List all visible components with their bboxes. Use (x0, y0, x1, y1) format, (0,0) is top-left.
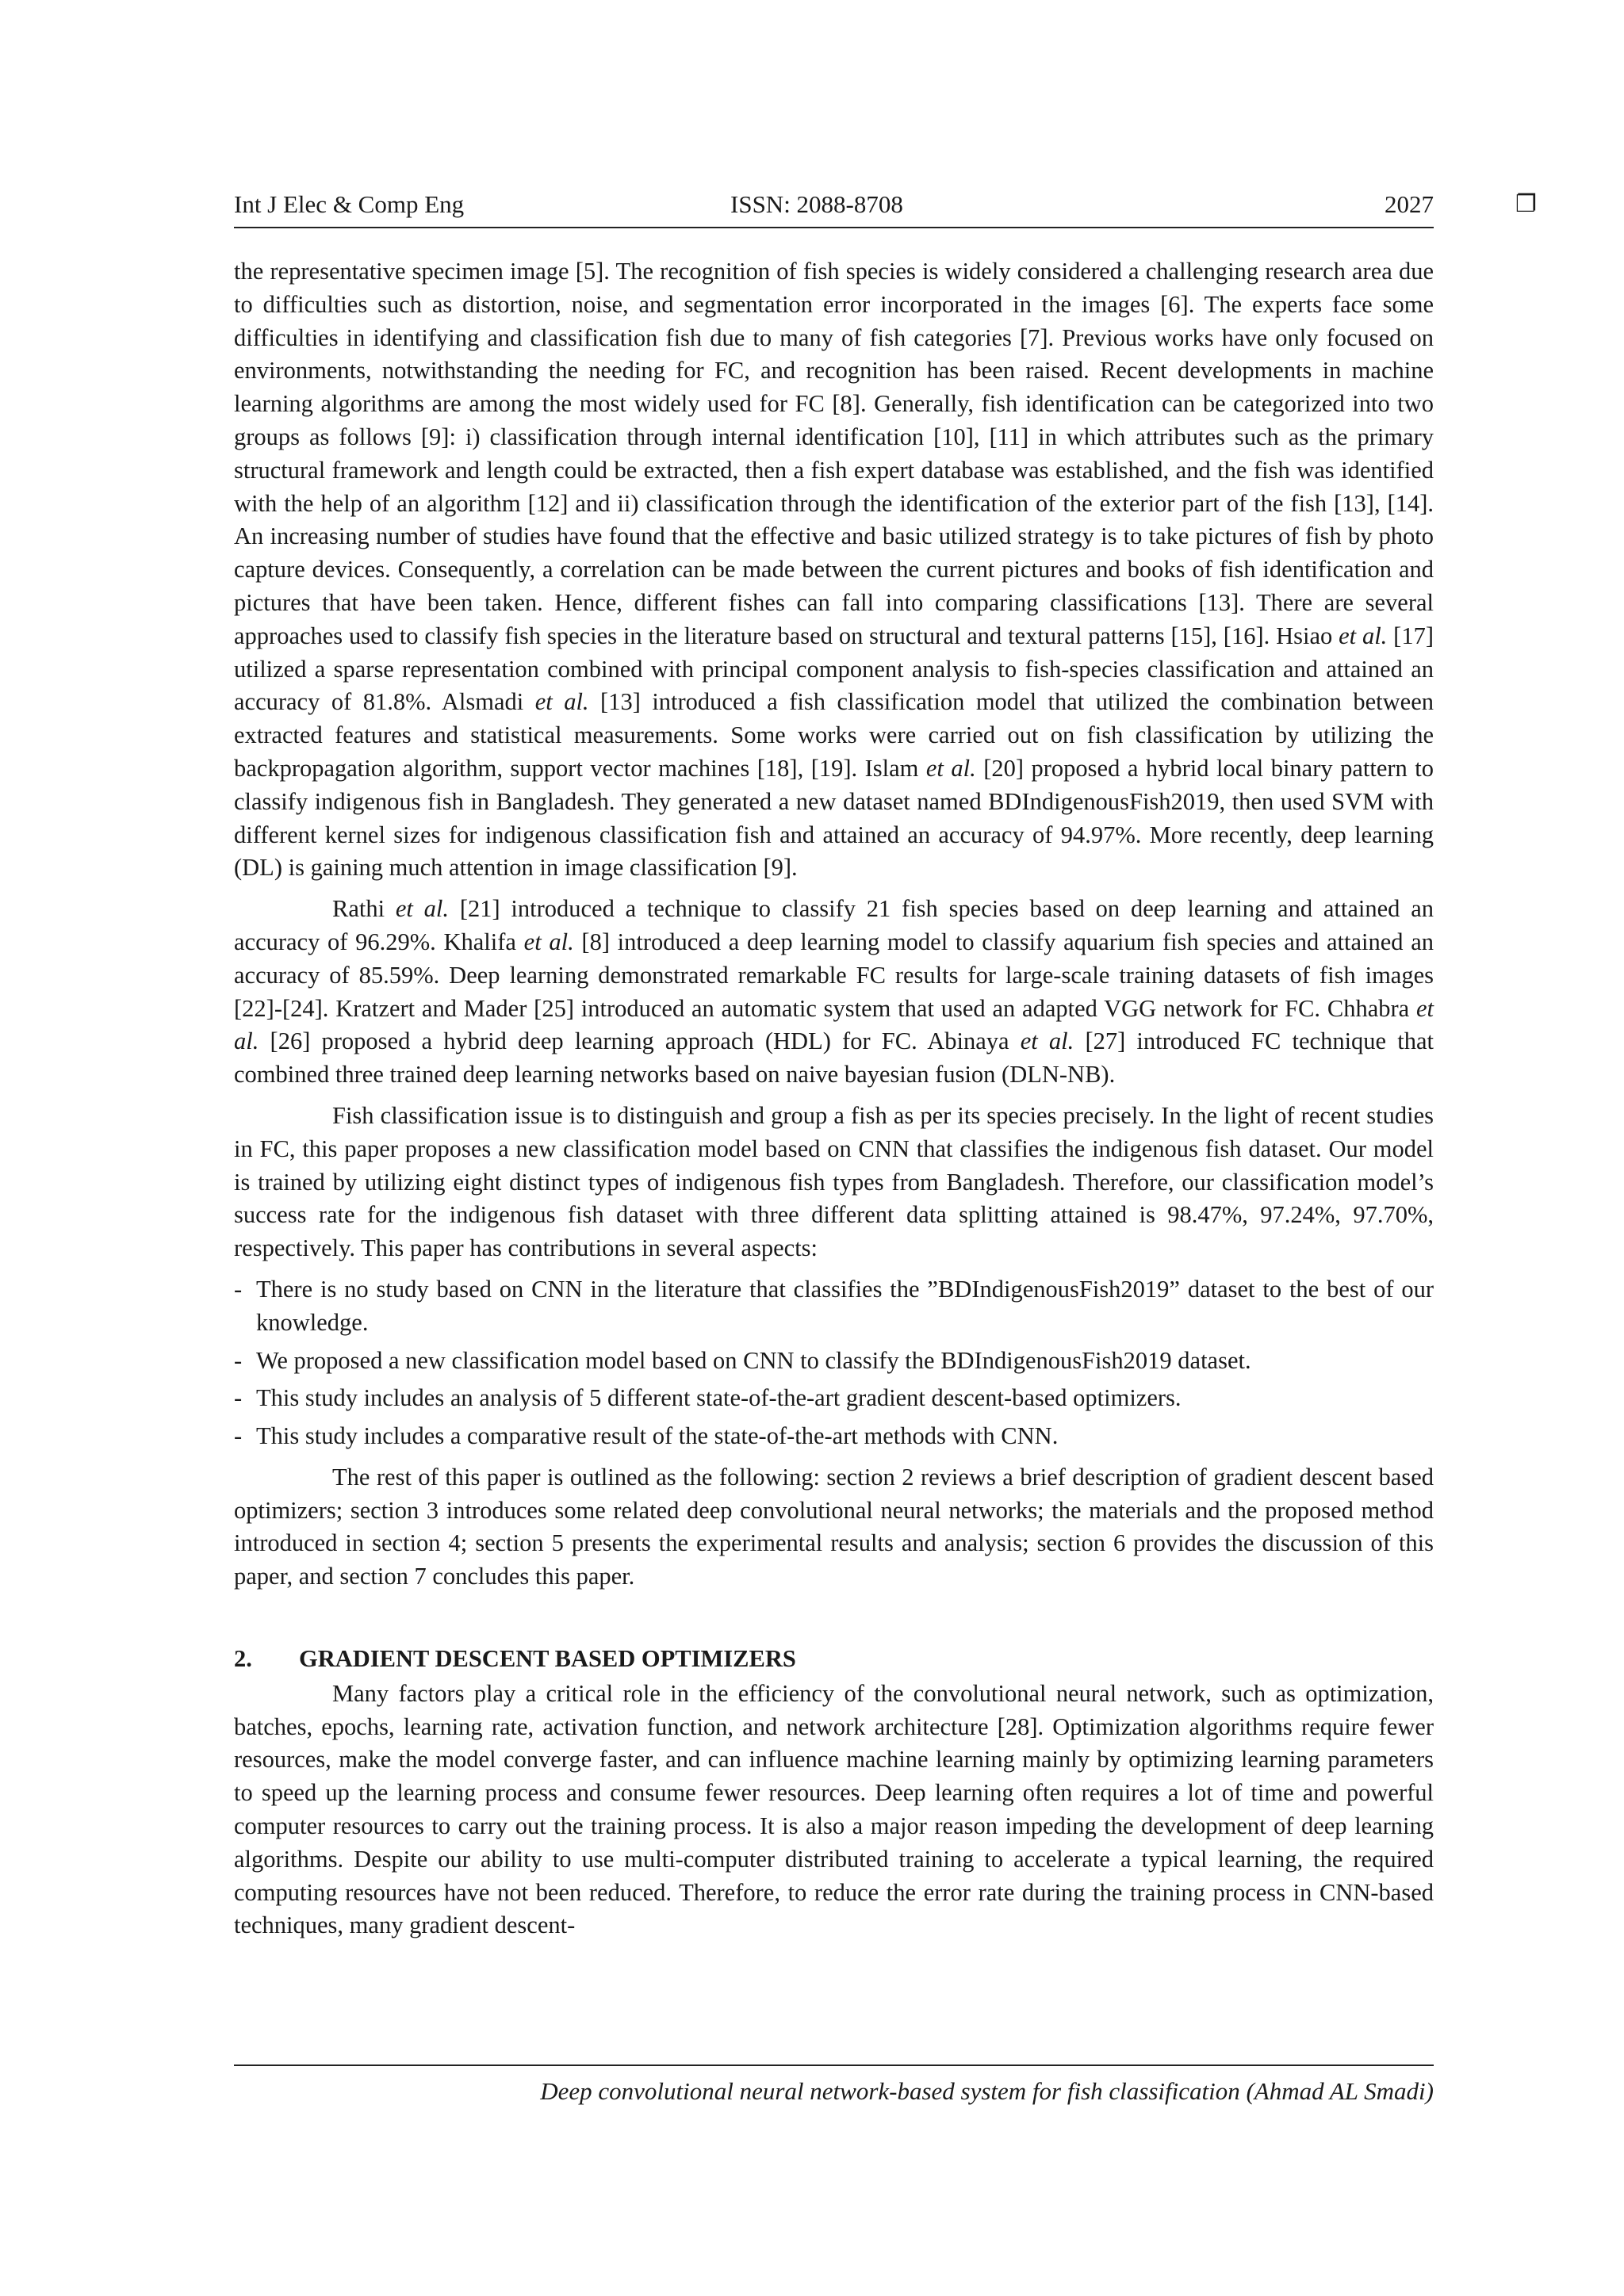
body-text (234, 255, 1434, 1950)
list-dash: - (234, 1384, 243, 1412)
italic-citation: et al. (925, 754, 976, 782)
list-item-text: This study includes a comparative result of the state-of-the-art methods with CNN. (256, 1422, 1059, 1450)
list-item (234, 1420, 1434, 1453)
list-dash: - (234, 1422, 243, 1450)
list-item (234, 1382, 1434, 1415)
list-item-text: We proposed a new classification model based on CNN to classify the BDIndigenousFish2019 dataset. (256, 1346, 1251, 1374)
section-number: 2. (234, 1645, 252, 1673)
page-number: 2027 (1385, 190, 1434, 218)
italic-citation: et al. (395, 895, 450, 923)
contribution-list (234, 1273, 1434, 1453)
paragraph-contribution: Fish classification issue is to distinguish and group a fish as per its species precisely. In the light of recent studies in FC, this paper proposes a new classification model based on CNN that classifies the indigenous fish dataset. Our model is trained by utilizing eight distinct types of indigenous fish types from Bangladesh. Therefore, our classification model’s success rate for the indigenous fish dataset with three different data splitting attained is 98.47%, 97.24%, 97.70%, respectively. This paper has contributions in several aspects: (234, 1101, 1434, 1262)
paragraph-related-work: Rathi et al. [21] introduced a technique to classify 21 fish species based on deep learning and attained an accuracy of 96.29%. Khalifa et al. [8] introduced a deep learning model to classify aquarium fish species and attained an accuracy of 85.59%. Deep learning demonstrated remarkable FC results for large-scale training datasets of fish images [22]-[24]. Kratzert and Mader [25] introduced an automatic system that used an adapted VGG network for FC. Chhabra et al. [26] proposed a hybrid deep learning approach (HDL) for FC. Abinaya et al. [27] introduced FC technique that combined three trained deep learning networks based on naive bayesian fusion (DLN-NB). (234, 895, 1434, 1089)
box-glyph: ❐ (1515, 191, 1537, 217)
list-item (234, 1273, 1434, 1340)
italic-citation: et al. (234, 994, 1434, 1055)
list-dash: - (234, 1275, 243, 1303)
section-heading (234, 1643, 1434, 1676)
running-footer: Deep convolutional neural network-based system for fish classification (Ahmad AL Smadi) (234, 2064, 1434, 2106)
section-title: GRADIENT DESCENT BASED OPTIMIZERS (299, 1645, 796, 1673)
paragraph-outline: The rest of this paper is outlined as the following: section 2 reviews a brief description of gradient descent based optimizers; section 3 introduces some related deep convolutional neural networks; the materials and the proposed method introduced in section 4; section 5 presents the experimental results and analysis; section 6 provides the discussion of this paper, and section 7 concludes this paper. (234, 1463, 1434, 1590)
running-header (234, 184, 1537, 228)
list-dash: - (234, 1346, 243, 1374)
list-item-text: This study includes an analysis of 5 different state-of-the-art gradient descent-based optimizers. (256, 1384, 1182, 1412)
italic-citation: et al. (1339, 622, 1388, 649)
paragraph-intro: the representative specimen image [5]. The recognition of fish species is widely considered a challenging research area due to difficulties such as distortion, noise, and segmentation error incorporated in the images [6]. The experts face some difficulties in identifying and classification fish due to many of fish categories [7]. Previous works have only focused on environments, notwithstanding the needing for FC, and recognition has been raised. Recent developments in machine learning algorithms are among the most widely used for FC [8]. Generally, fish identification can be categorized into two groups as follows [9]: i) classification through internal identification [10], [11] in which attributes such as the primary structural framework and length could be extracted, then a fish expert database was established, and the fish was identified with the help of an algorithm [12] and ii) classification through the identification of the exterior part of the fish [13], [14]. An increasing number of studies have found that the effective and basic utilized strategy is to take pictures of fish by photo capture devices. Consequently, a correlation can be made between the current pictures and books of fish identification and pictures that have been taken. Hence, different fishes can fall into comparing classifications [13]. There are several approaches used to classify fish species in the literature based on structural and textural patterns [15], [16]. Hsiao et al. [17] utilized a sparse representation combined with principal component analysis to fish-species classification and attained an accuracy of 81.8%. Alsmadi et al. [13] introduced a fish classification model that utilized the combination between extracted features and statistical measurements. Some works were carried out on fish classification by utilizing the backpropagation algorithm, support vector machines [18], [19]. Islam et al. [20] proposed a hybrid local binary pattern to classify indigenous fish in Bangladesh. They generated a new dataset named BDIndigenousFish2019, then used SVM with different kernel sizes for indigenous classification fish and attained an accuracy of 94.97%. More recently, deep learning (DL) is gaining much attention in image classification [9]. (234, 258, 1434, 882)
paragraph-optimizers: Many factors play a critical role in the efficiency of the convolutional neural network, such as optimization, batches, epochs, learning rate, activation function, and network architecture [28]. Optimization algorithms require fewer resources, make the model converge faster, and can influence machine learning mainly by optimizing learning parameters to speed up the learning process and consume fewer resources. Deep learning often requires a lot of time and powerful computer resources to carry out the training process. It is also a major reason impeding the development of deep learning algorithms. Despite our ability to use multi-computer distributed training to accelerate a typical learning, the required computing resources have not been reduced. Therefore, to reduce the error rate during the training process in CNN-based techniques, many gradient descent- (234, 1679, 1434, 1939)
italic-citation: et al. (534, 688, 589, 716)
list-item-text: There is no study based on CNN in the literature that classifies the ”BDIndigenousFish2019” dataset to the best of our knowledge. (256, 1275, 1434, 1336)
italic-citation: et al. (1020, 1027, 1074, 1055)
issn: ISSN: 2088-8708 (730, 190, 903, 218)
list-item (234, 1345, 1434, 1378)
journal-name: Int J Elec & Comp Eng (234, 190, 465, 218)
italic-citation: et al. (523, 928, 574, 955)
